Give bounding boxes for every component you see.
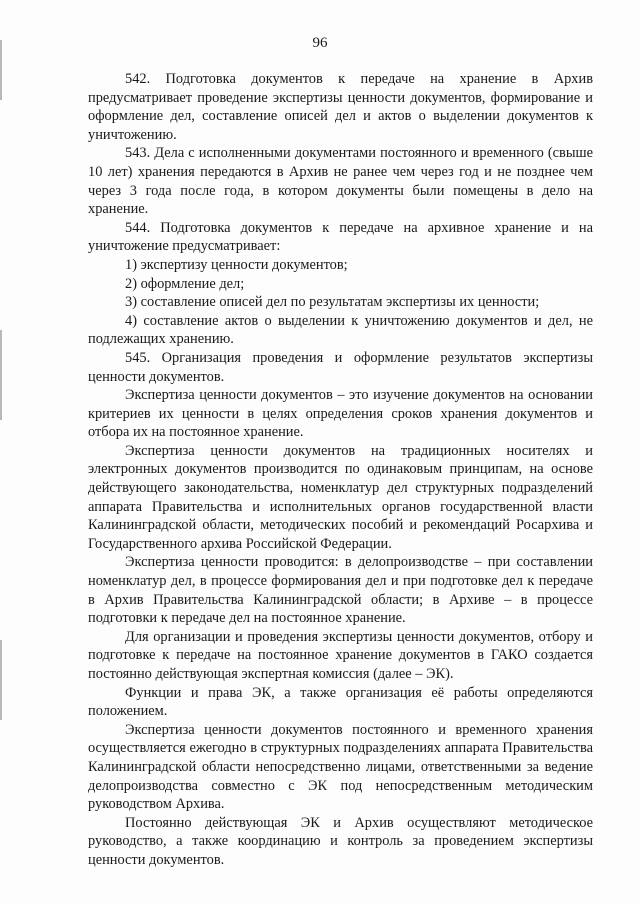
list-item: 2) оформление дел; (125, 275, 245, 292)
paragraph: Экспертиза ценности проводится: в делопроизводстве – при составлении номенклатур дел, в процессе формирования дел и при подготовке дел к передаче в Архив Правительства Калининградской области; в Архиве – в процессе подготовки к передаче дел на постоянное хранение. (88, 554, 593, 627)
paragraph: Для организации и проведения экспертизы ценности документов, отбору и подготовке к передаче на постоянное хранение документов в ГАКО создается постоянно действующая экспертная комиссия (далее – ЭК). (88, 628, 593, 682)
paragraph: Экспертиза ценности документов постоянного и временного хранения осуществляется ежегодно в структурных подразделениях аппарата Правительства Калининградской области непосредственно лицами, ответственными за ведение делопроизводства совместно с ЭК под непосредственным методическим руководством Архива. (88, 721, 593, 813)
paragraph-543: 543. Дела с исполненными документами постоянного и временного (свыше 10 лет) хранения передаются в Архив не ранее чем через год и не позднее чем через 3 года после года, в котором документы были помещены в дело на хранение. (88, 145, 593, 218)
paragraph: Функции и права ЭК, а также организация её работы определяются положением. (88, 684, 593, 720)
list-item: 1) экспертизу ценности документов; (125, 256, 348, 273)
page-number: 96 (312, 35, 328, 51)
paragraph: Экспертиза ценности документов – это изучение документов на основании критериев их ценности в целях определения сроков хранения документов и отбора их на постоянное хранение. (88, 387, 593, 441)
list-item: 4) составление актов о выделении к уничтожению документов и дел, не подлежащих хранению. (88, 312, 593, 348)
paragraph: Экспертиза ценности документов на традиционных носителях и электронных документов производится по одинаковым принципам, на основе действующего законодательства, номенклатур дел структурных подразделений аппарата Правительства и исполнительных органов государственной власти Калининградской области, методических пособий и рекомендаций Росархива и Государственного архива Российской Федерации. (88, 442, 593, 552)
paragraph-542: 542. Подготовка документов к передаче на хранение в Архив предусматривает проведение экспертизы ценности документов, формирование и оформление дел, составление описей дел и актов о выделении документов к уничтожению. (88, 71, 593, 143)
list-item: 3) составление описей дел по результатам экспертизы их ценности; (125, 294, 540, 311)
paragraph: Постоянно действующая ЭК и Архив осуществляют методическое руководство, а также координацию и контроль за проведением экспертизы ценности документов. (88, 814, 593, 868)
scan-edge-mark (0, 330, 2, 420)
paragraph-544: 544. Подготовка документов к передаче на архивное хранение и на уничтожение предусматривает: (88, 219, 593, 255)
paragraph-545: 545. Организация проведения и оформление результатов экспертизы ценности документов. (88, 349, 593, 385)
document-body (88, 70, 593, 870)
scan-edge-mark (0, 640, 2, 720)
